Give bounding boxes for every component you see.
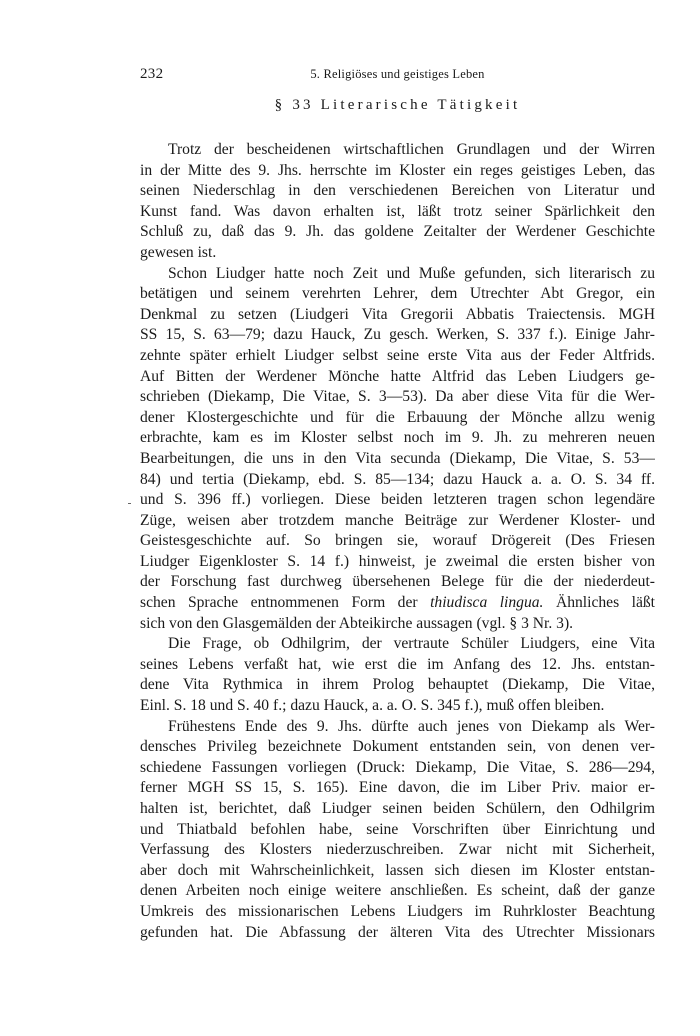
text-line: Schluß zu, daß das 9. Jh. das goldene Zeitalter der Werdener Geschichte: [140, 223, 655, 241]
text-line: seinen Niederschlag in den verschiedenen Bereichen von Literatur und: [140, 182, 655, 200]
text-line: Verfassung des Klosters niederzuschreiben. Zwar nicht mit Sicherheit,: [140, 841, 655, 859]
text-line: Geistesgeschichte auf. So bringen sie, worauf Drögereit (Des Friesen: [140, 532, 655, 550]
section-title: § 33 Literarische Tätigkeit: [274, 97, 521, 113]
text-line: denen Arbeiten noch einige weitere anschließen. Es scheint, daß der ganze: [140, 882, 655, 900]
paragraph: [140, 264, 655, 635]
text-line: Auf Bitten der Werdener Mönche hatte Altfrid das Leben Liudgers ge-: [140, 367, 655, 385]
paragraph: [140, 140, 655, 264]
text-line: erbrachte, kam es im Kloster selbst noch im 9. Jh. zu mehreren neuen: [140, 429, 655, 447]
running-head: 5. Religiöses und geistiges Leben: [310, 67, 485, 81]
text-line: ferner MGH SS 15, S. 165). Eine davon, die im Liber Priv. maior er-: [140, 779, 655, 797]
text-line: schiedene Fassungen vorliegen (Druck: Diekamp, Die Vitae, S. 286—294,: [140, 758, 655, 776]
page-header: [140, 66, 655, 86]
text-line: gewesen ist.: [140, 243, 217, 261]
text-line-mixed: [140, 593, 655, 614]
paragraph: [140, 634, 655, 716]
paragraph: [140, 717, 655, 944]
text-line: zehnte später erhielt Liudger selbst seine erste Vita aus der Feder Altfrids.: [140, 346, 655, 364]
margin-mark: [128, 503, 131, 504]
text-line: dener Klostergeschichte und für die Erbauung der Mönche allzu wenig: [140, 408, 655, 426]
text-line: der Forschung fast durchweg übersehenen Belege für die der niederdeut-: [140, 573, 655, 591]
text-line: seines Lebens verfaßt hat, wie erst die im Anfang des 12. Jhs. entstan-: [140, 655, 655, 673]
text-line: betätigen und seinem verehrten Lehrer, dem Utrechter Abt Gregor, ein: [140, 285, 655, 303]
text-line: densches Privileg bezeichnete Dokument entstanden sein, von denen ver-: [140, 738, 655, 756]
page-number: 232: [140, 66, 164, 82]
text-line: und Thiatbald befohlen habe, seine Vorschriften über Einrichtung und: [140, 820, 655, 838]
text-line: Umkreis des missionarischen Lebens Liudgers im Ruhrkloster Beachtung: [140, 902, 655, 920]
text-run: Ähnliches läßt: [555, 594, 655, 612]
italic-term: thiudisca lingua.: [430, 594, 544, 612]
text-line: halten ist, berichtet, daß Liudger seinen beiden Schülern, den Odhilgrim: [140, 800, 655, 817]
text-line: sich von den Glasgemälden der Abteikirche aussagen (vgl. § 3 Nr. 3).: [140, 614, 574, 632]
text-line: Einl. S. 18 und S. 40 f.; dazu Hauck, a. a. O. S. 345 f.), muß offen bleiben.: [140, 697, 605, 715]
text-line: Die Frage, ob Odhilgrim, der vertraute Schüler Liudgers, eine Vita: [168, 635, 655, 653]
text-line: aber doch mit Wahrscheinlichkeit, lassen sich diesen im Kloster entstan-: [140, 861, 655, 879]
text-line: Züge, weisen aber trotzdem manche Beiträge zur Werdener Kloster- und: [140, 511, 655, 529]
text-line: SS 15, S. 63—79; dazu Hauck, Zu gesch. Werken, S. 337 f.). Einige Jahr-: [140, 326, 655, 344]
text-line: und S. 396 ff.) vorliegen. Diese beiden letzteren tragen schon legendäre: [140, 491, 655, 509]
text-line: Frühestens Ende des 9. Jhs. dürfte auch jenes von Diekamp als Wer-: [168, 717, 655, 735]
text-line: Schon Liudger hatte noch Zeit und Muße gefunden, sich literarisch zu: [168, 264, 655, 282]
text-line: in der Mitte des 9. Jhs. herrschte im Kloster ein reges geistiges Leben, das: [140, 161, 655, 179]
text-line: Trotz der bescheidenen wirtschaftlichen Grundlagen und der Wirren: [168, 141, 655, 158]
text-line: Denkmal zu setzen (Liudgeri Vita Gregorii Abbatis Traiectensis. MGH: [140, 305, 655, 323]
text-line: gefunden hat. Die Abfassung der älteren Vita des Utrechter Missionars: [140, 923, 655, 941]
text-line: 84) und tertia (Diekamp, ebd. S. 85—134; dazu Hauck a. a. O. S. 34 ff.: [140, 470, 655, 488]
text-line: schrieben (Diekamp, Die Vitae, S. 3—53). Da aber diese Vita für die Wer-: [140, 388, 655, 406]
text-line: Kunst fand. Was davon erhalten ist, läßt trotz seiner Spärlichkeit den: [140, 202, 655, 220]
text-line: Liudger Eigenkloster S. 14 f.) hinweist, je zweimal die ersten bisher von: [140, 552, 655, 570]
text-line: Bearbeitungen, die uns in den Vita secunda (Diekamp, Die Vitae, S. 53—: [140, 449, 655, 467]
text-line: dene Vita Rythmica in ihrem Prolog behauptet (Diekamp, Die Vitae,: [140, 676, 655, 694]
text-run: schen Sprache entnommenen Form der: [140, 594, 418, 612]
body-text: [140, 140, 655, 943]
